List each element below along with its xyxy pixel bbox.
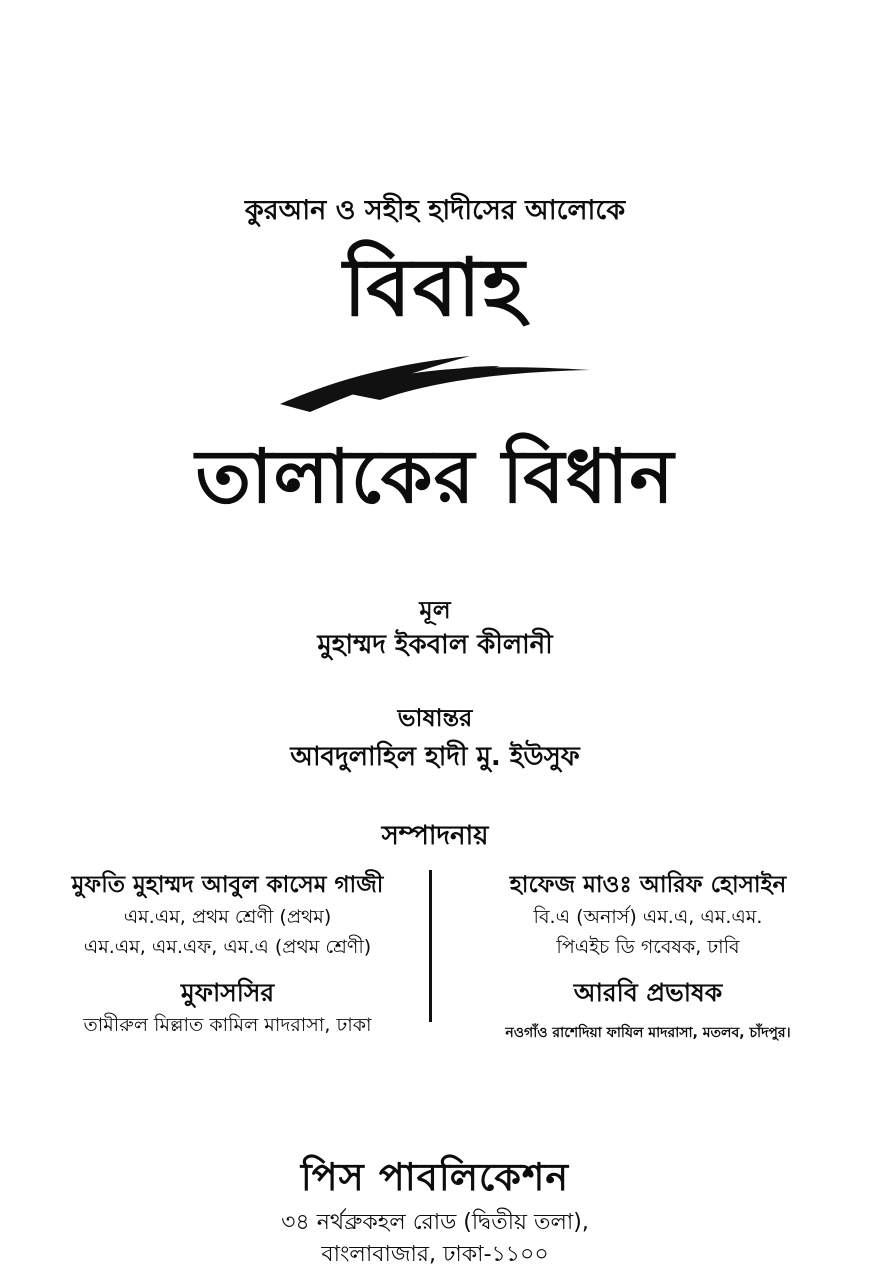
editor-left-degree1: এম.এম, প্রথম শ্রেণী (প্রথম) — [123, 906, 332, 928]
editor-right-name: হাফেজ মাওঃ আরিফ হোসাইন — [509, 872, 787, 898]
calligraphic-flourish — [270, 342, 600, 422]
publisher-name: পিস পাবলিকেশন — [300, 1155, 570, 1199]
editor-right-institution: নওগাঁও রাশেদিয়া ফাযিল মাদরাসা, মতলব, চাঁদপুর। — [505, 1025, 791, 1041]
book-title-line1: বিবাহ — [343, 241, 527, 334]
editor-left-institution: তামীরুল মিল্লাত কামিল মাদরাসা, ঢাকা — [83, 1014, 372, 1036]
editor-left-degree2: এম.এম, এম.এফ, এম.এ (প্রথম শ্রেণী) — [83, 936, 372, 958]
editor-right-degree1: বি.এ (অনার্স) এম.এ, এম.এম. — [533, 906, 763, 928]
original-label: মূল — [419, 596, 451, 624]
editor-left-name: মুফতি মুহাম্মদ আবুল কাসেম গাজী — [71, 872, 384, 898]
column-divider — [429, 870, 432, 1022]
editor-right-degree2: পিএইচ ডি গবেষক, ঢাবি — [556, 936, 740, 958]
editor-left-role: মুফাসসির — [180, 978, 275, 1007]
translator-name: আবদুলাহিল হাদী মু. ইউসুফ — [290, 742, 580, 772]
editor-right-role: আরবি প্রভাষক — [573, 978, 723, 1007]
publisher-address-line2: বাংলাবাজার, ঢাকা-১১০০ — [321, 1242, 549, 1267]
author-name: মুহাম্মদ ইকবাল কীলানী — [317, 630, 553, 660]
editors-label: সম্পাদনায় — [381, 821, 489, 851]
book-subtitle: কুরআন ও সহীহ হাদীসের আলোকে — [244, 195, 626, 226]
book-title-line2: তালাকের বিধান — [195, 434, 675, 520]
translation-label: ভাষান্তর — [397, 704, 473, 732]
publisher-address-line1: ৩৪ নর্থব্রুকহল রোড (দ্বিতীয় তলা), — [281, 1210, 589, 1235]
